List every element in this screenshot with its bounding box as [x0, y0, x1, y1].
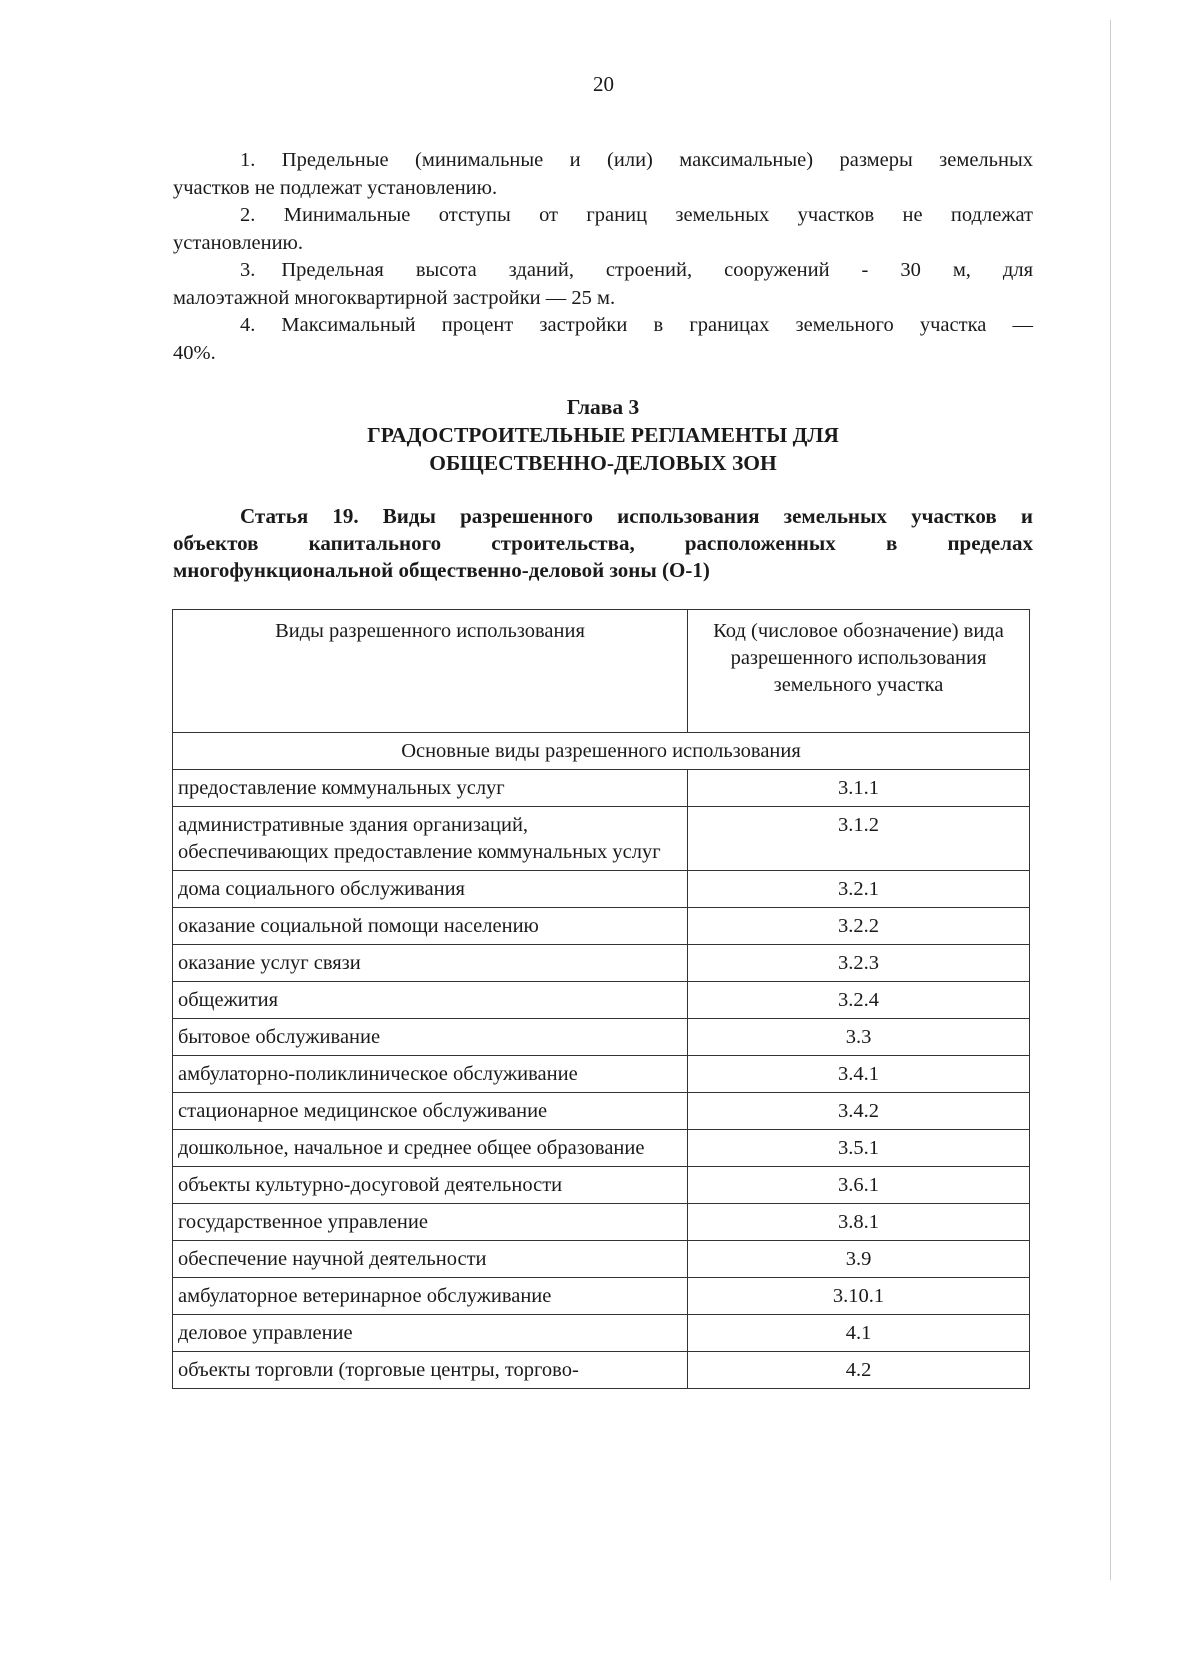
code-cell: 3.6.1 — [688, 1167, 1030, 1204]
table-row — [173, 807, 1030, 871]
table-row — [173, 1056, 1030, 1093]
table-row — [173, 908, 1030, 945]
table-row — [173, 1241, 1030, 1278]
table-header-row — [173, 610, 1030, 733]
chapter-title-line1: ГРАДОСТРОИТЕЛЬНЫЕ РЕГЛАМЕНТЫ ДЛЯ — [367, 423, 839, 447]
code-cell: 3.8.1 — [688, 1204, 1030, 1241]
table-row — [173, 871, 1030, 908]
article-line3: многофункциональной общественно-деловой зоны (О-1) — [173, 558, 710, 582]
paragraph-3: 3. Предельная высота зданий, строений, сооружений - 30 м, для — [240, 259, 1033, 281]
header-code: Код (числовое обозначение) вида разрешенного использования земельного участка — [688, 610, 1030, 733]
code-cell: 3.1.2 — [688, 807, 1030, 871]
code-cell: 3.2.4 — [688, 982, 1030, 1019]
use-type-cell: оказание услуг связи — [173, 945, 688, 982]
article-line1: Статья 19. Виды разрешенного использования земельных участков и — [240, 504, 1033, 528]
use-type-cell: дома социального обслуживания — [173, 871, 688, 908]
use-type-cell: дошкольное, начальное и среднее общее образование — [173, 1130, 688, 1167]
table-row — [173, 1204, 1030, 1241]
table-row — [173, 1315, 1030, 1352]
regulation-paragraphs — [173, 147, 1033, 367]
use-type-cell: общежития — [173, 982, 688, 1019]
table-row — [173, 945, 1030, 982]
paragraph-2-cont: установлению. — [173, 231, 303, 254]
code-cell: 3.2.3 — [688, 945, 1030, 982]
code-cell: 3.2.2 — [688, 908, 1030, 945]
use-type-cell: стационарное медицинское обслуживание — [173, 1093, 688, 1130]
paragraph-3-cont: малоэтажной многоквартирной застройки — 25 м. — [173, 286, 616, 309]
use-type-cell: амбулаторно-поликлиническое обслуживание — [173, 1056, 688, 1093]
use-type-cell: обеспечение научной деятельности — [173, 1241, 688, 1278]
paragraph-2: 2. Минимальные отступы от границ земельных участков не подлежат — [240, 204, 1034, 226]
code-cell: 3.1.1 — [688, 770, 1030, 807]
table-row — [173, 1352, 1030, 1389]
code-cell: 3.5.1 — [688, 1130, 1030, 1167]
chapter-title-line2: ОБЩЕСТВЕННО-ДЕЛОВЫХ ЗОН — [429, 451, 777, 475]
code-cell: 3.3 — [688, 1019, 1030, 1056]
use-type-cell: предоставление коммунальных услуг — [173, 770, 688, 807]
use-type-cell: бытовое обслуживание — [173, 1019, 688, 1056]
table-row — [173, 1167, 1030, 1204]
table-row — [173, 1019, 1030, 1056]
scan-edge-line — [1110, 20, 1111, 1580]
article-line2: объектов капитального строительства, расположенных в пределах — [173, 531, 1033, 555]
paragraph-1: 1. Предельные (минимальные и (или) максимальные) размеры земельных — [240, 149, 1033, 171]
paragraph-1-cont: участков не подлежат установлению. — [173, 176, 498, 199]
chapter-heading — [173, 393, 1033, 477]
header-use-type: Виды разрешенного использования — [173, 610, 688, 733]
use-type-cell: государственное управление — [173, 1204, 688, 1241]
paragraph-4-cont: 40%. — [173, 341, 216, 364]
section-title: Основные виды разрешенного использования — [173, 733, 1030, 770]
use-type-cell: оказание социальной помощи населению — [173, 908, 688, 945]
permitted-use-table — [172, 609, 1030, 1389]
code-cell: 4.1 — [688, 1315, 1030, 1352]
use-type-cell: деловое управление — [173, 1315, 688, 1352]
page-number: 20 — [593, 72, 614, 96]
use-type-cell: административные здания организаций, обеспечивающих предоставление коммунальных услуг — [173, 807, 688, 871]
article-heading — [173, 503, 1033, 584]
table-row — [173, 982, 1030, 1019]
chapter-label: Глава 3 — [566, 395, 640, 419]
table-section-row — [173, 733, 1030, 770]
code-cell: 3.4.2 — [688, 1093, 1030, 1130]
code-cell: 3.2.1 — [688, 871, 1030, 908]
table-row — [173, 1093, 1030, 1130]
code-cell: 4.2 — [688, 1352, 1030, 1389]
use-type-cell: объекты культурно-досуговой деятельности — [173, 1167, 688, 1204]
code-cell: 3.9 — [688, 1241, 1030, 1278]
table-row — [173, 770, 1030, 807]
paragraph-4: 4. Максимальный процент застройки в границах земельного участка — — [240, 314, 1033, 336]
code-cell: 3.10.1 — [688, 1278, 1030, 1315]
use-type-cell: объекты торговли (торговые центры, торгово- — [173, 1352, 688, 1389]
use-type-cell: амбулаторное ветеринарное обслуживание — [173, 1278, 688, 1315]
table-row — [173, 1278, 1030, 1315]
code-cell: 3.4.1 — [688, 1056, 1030, 1093]
table-row — [173, 1130, 1030, 1167]
